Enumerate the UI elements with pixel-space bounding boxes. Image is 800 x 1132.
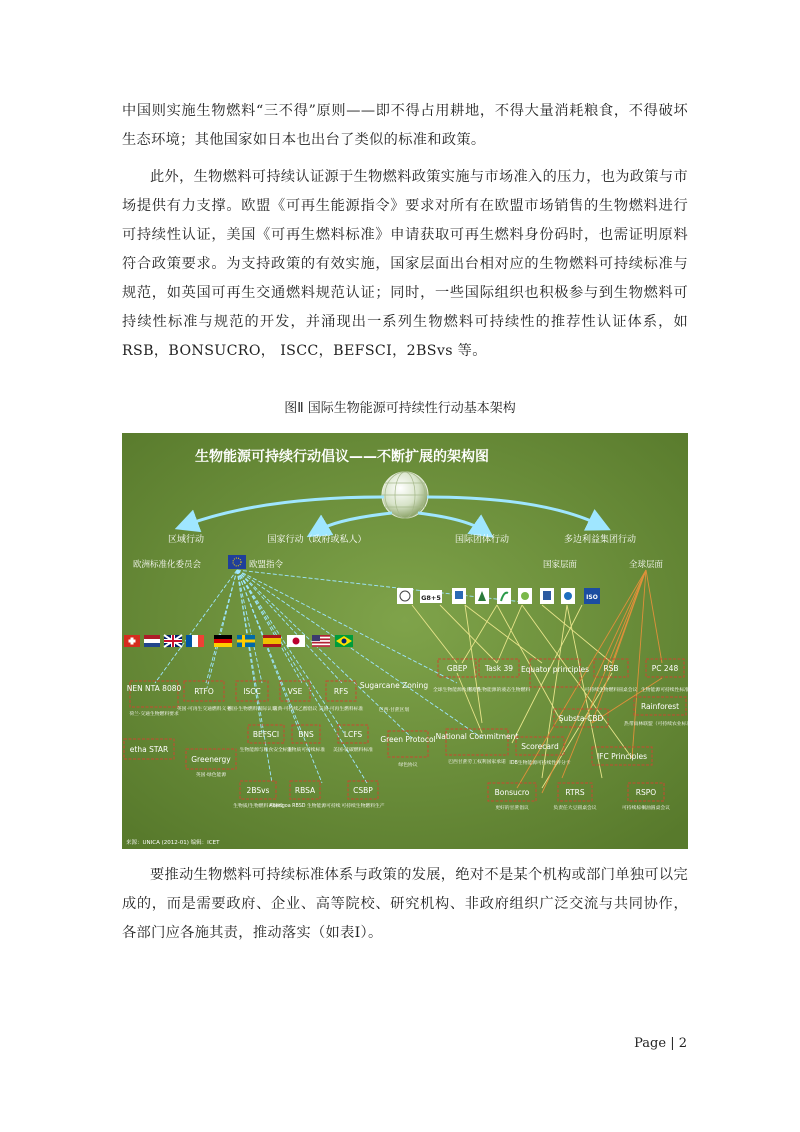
globe-icon xyxy=(382,472,428,518)
svg-text:VSE: VSE xyxy=(287,687,303,696)
figure-source: 来源：UNICA (2012-01) 编辑：ICET xyxy=(126,840,220,846)
svg-text:Bonsucro: Bonsucro xyxy=(494,788,530,797)
svg-text:IDB生物能源可持续性评分卡: IDB生物能源可持续性评分卡 xyxy=(509,761,571,766)
iso-logo-text: ISO xyxy=(586,594,598,601)
label-national-level: 国家层面 xyxy=(542,560,578,570)
svg-text:RSPO: RSPO xyxy=(635,788,657,797)
svg-text:2BSvs: 2BSvs xyxy=(246,786,270,795)
svg-text:Abengoa RBSD 生物能源可持续: Abengoa RBSD 生物能源可持续 xyxy=(269,804,341,809)
branch-regional: 区域行动 xyxy=(167,535,205,545)
svg-text:Scorecard: Scorecard xyxy=(521,742,559,751)
svg-text:NEN NTA 8080: NEN NTA 8080 xyxy=(126,684,182,693)
svg-text:生物质/生物燃料可持续: 生物质/生物燃料可持续 xyxy=(233,804,283,809)
flag-netherlands-icon xyxy=(144,635,160,647)
svg-text:更好的甘蔗倡议: 更好的甘蔗倡议 xyxy=(495,806,529,811)
svg-text:BNS: BNS xyxy=(298,730,314,739)
svg-text:etha STAR: etha STAR xyxy=(129,745,169,754)
branch-national: 国家行动（政府或私人） xyxy=(267,535,367,545)
g85-logo-text: G8+5 xyxy=(421,594,441,602)
paragraph-certification: 此外，生物燃料可持续认证源于生物燃料政策实施与市场准入的压力，也为政策与市场提供有力支撑。欧盟《可再生能源指令》要求对所有在欧盟市场销售的生物燃料进行可持续性认证，美国《可再生燃料标准》申请获取可再生燃料身份码时，也需证明原料符合政策要求。为支持政策的有效实施，国家层面出台相对应的生物燃料可持续标准与规范，如英国可再生交通燃料规范认证；同时，一些国际组织也积极参与到生物燃料可持续性标准与规范的开发，并涌现出一系列生物燃料可持续性的推荐性认证体系，如 RSB，BONSUCRO， ISCC，BEFSCI，2BSvs 等。 xyxy=(122,169,688,359)
label-eu-directive: 欧盟指令 xyxy=(249,560,284,570)
flag-japan-icon xyxy=(287,635,305,647)
svg-text:LCFS: LCFS xyxy=(343,730,363,739)
svg-text:RFS: RFS xyxy=(333,687,349,696)
svg-text:热带雨林联盟（可持续农业标准）: 热带雨林联盟（可持续农业标准） xyxy=(624,722,696,727)
paragraph-collaboration: 要推动生物燃料可持续标准体系与政策的发展，绝对不是某个机构或部门单独可以完成的，而是需要政府、企业、高等院校、研究机构、非政府组织广泛交流与共同协作，各部门应各施其责，推动落实（如表Ⅰ）。 xyxy=(122,867,688,941)
page-number: Page | 2 xyxy=(634,1036,687,1051)
branch-international: 国际团体行动 xyxy=(454,535,510,545)
svg-text:ISCC: ISCC xyxy=(243,687,261,696)
svg-text:德国·生物燃料国际认证: 德国·生物燃料国际认证 xyxy=(227,707,277,712)
svg-text:美国·低碳燃料标准: 美国·低碳燃料标准 xyxy=(333,748,373,753)
svg-text:英国·绿色能源: 英国·绿色能源 xyxy=(195,773,227,778)
svg-text:Rainforest: Rainforest xyxy=(640,702,680,711)
label-eu-committee: 欧洲标准化委员会 xyxy=(132,560,202,570)
flag-france-icon xyxy=(186,635,204,647)
svg-text:National Commitment: National Commitment xyxy=(435,732,519,741)
svg-text:可持续生物燃料圆桌会议: 可持续生物燃料圆桌会议 xyxy=(584,688,638,693)
svg-text:可持续生物燃料生产: 可持续生物燃料生产 xyxy=(341,804,385,809)
bioenergy-framework-figure xyxy=(122,433,696,849)
svg-text:Substa-CBD: Substa-CBD xyxy=(558,714,604,723)
national-flags xyxy=(124,635,353,647)
svg-text:CSBP: CSBP xyxy=(353,786,373,795)
svg-text:Task 39: Task 39 xyxy=(484,664,514,673)
branch-multistakeholder: 多边利益集团行动 xyxy=(563,535,637,545)
svg-text:RTRS: RTRS xyxy=(565,788,585,797)
flag-brazil-icon xyxy=(335,635,353,647)
eu-flag-icon xyxy=(228,555,246,569)
svg-text:可持续棕榈油圆桌会议: 可持续棕榈油圆桌会议 xyxy=(622,806,670,811)
svg-text:BEFSCI: BEFSCI xyxy=(252,730,280,739)
svg-text:Greenergy: Greenergy xyxy=(191,755,231,764)
svg-text:RTFO: RTFO xyxy=(194,687,214,696)
flag-uk-icon xyxy=(164,635,182,647)
svg-text:基于生物能源的液态生物燃料: 基于生物能源的液态生物燃料 xyxy=(467,688,531,693)
flag-usa-icon xyxy=(312,635,330,647)
svg-text:生物质可持续标准: 生物质可持续标准 xyxy=(286,748,326,753)
svg-text:RSB: RSB xyxy=(603,664,619,673)
svg-text:巴西·甘蔗区划: 巴西·甘蔗区划 xyxy=(378,708,410,713)
paragraph-intro: 中国则实施生物燃料“三不得”原则——即不得占用耕地，不得大量消耗粮食，不得破坏生态环境；其他国家如日本也出台了类似的标准和政策。 xyxy=(122,103,688,148)
svg-text:GBEP: GBEP xyxy=(446,664,468,673)
flag-germany-icon xyxy=(214,635,232,647)
label-global-level: 全球层面 xyxy=(628,560,664,570)
svg-text:Equator principles: Equator principles xyxy=(520,665,590,674)
svg-text:负责任大豆圆桌会议: 负责任大豆圆桌会议 xyxy=(553,806,597,811)
svg-text:巴西甘蔗劳工权利国家承诺: 巴西甘蔗劳工权利国家承诺 xyxy=(448,760,506,765)
svg-text:美国·可再生燃料标准: 美国·可再生燃料标准 xyxy=(318,707,364,712)
svg-text:荷兰·交通生物燃料要求: 荷兰·交通生物燃料要求 xyxy=(129,712,179,717)
svg-text:IFC Principles: IFC Principles xyxy=(596,752,648,761)
svg-text:英国·可再生交通燃料义务: 英国·可再生交通燃料义务 xyxy=(176,707,232,712)
figure-caption: 图Ⅱ 国际生物能源可持续性行动基本架构 xyxy=(284,401,516,416)
figure-title: 生物能源可持续行动倡议——不断扩展的架构图 xyxy=(195,449,489,465)
flag-sweden-icon xyxy=(237,635,255,647)
fao-logo-icon xyxy=(397,588,413,604)
svg-text:绿色协议: 绿色协议 xyxy=(398,763,418,768)
flag-spain-icon xyxy=(263,635,281,647)
svg-text:PC 248: PC 248 xyxy=(651,664,679,673)
intl-org-logos xyxy=(397,588,600,604)
flag-switzerland-icon xyxy=(124,635,140,647)
svg-text:Sugarcane Zoning: Sugarcane Zoning xyxy=(359,681,429,690)
svg-text:瑞典·可持续乙醇倡议: 瑞典·可持续乙醇倡议 xyxy=(272,707,318,712)
svg-text:全球生物能源伙伴关系: 全球生物能源伙伴关系 xyxy=(433,688,481,693)
svg-text:Green Protocol: Green Protocol xyxy=(380,735,436,744)
svg-text:RBSA: RBSA xyxy=(294,786,316,795)
svg-text:生物能源可持续性标准: 生物能源可持续性标准 xyxy=(641,688,689,693)
svg-text:生物能源与粮食安全标准: 生物能源与粮食安全标准 xyxy=(239,748,293,753)
